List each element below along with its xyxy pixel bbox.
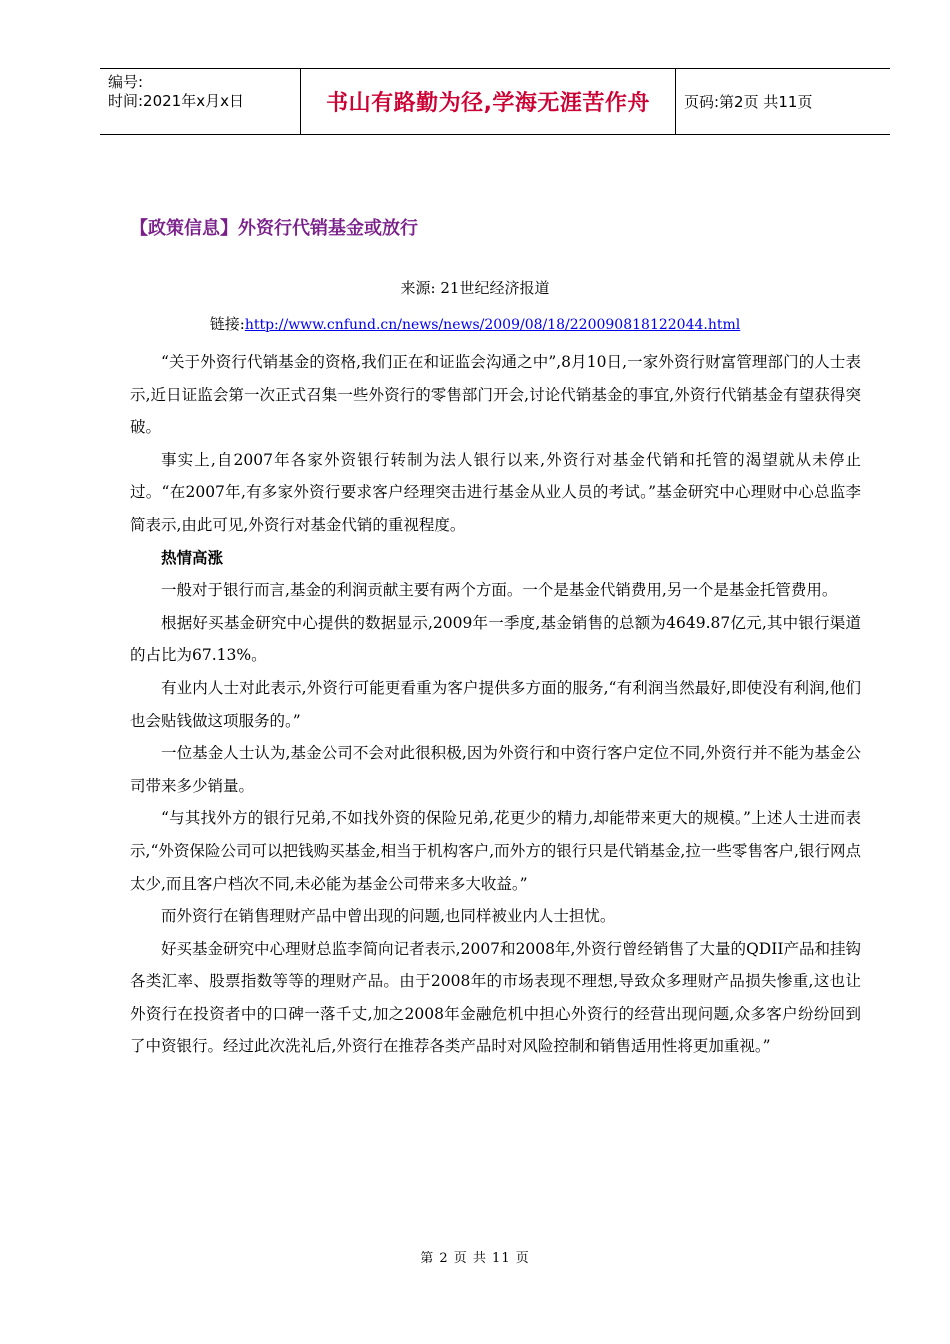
paragraph: “关于外资行代销基金的资格,我们正在和证监会沟通之中”,8月10日,一家外资行财富管理部门的人士表示,近日证监会第一次正式召集一些外资行的零售部门开会,讨论代销基金的事宜,外资行代销基金有望获得突破。 xyxy=(130,353,861,437)
header-meta-cell xyxy=(100,69,301,134)
article-link[interactable]: http://www.cnfund.cn/news/news/2009/08/18/220090818122044.html xyxy=(244,317,741,333)
header-page-info: 页码:第2页 共11页 xyxy=(684,93,813,111)
page-header xyxy=(100,68,890,135)
paragraph: 根据好买基金研究中心提供的数据显示,2009年一季度,基金销售的总额为4649.87亿元,其中银行渠道的占比为67.13%。 xyxy=(130,613,861,665)
paragraph: 有业内人士对此表示,外资行可能更看重为客户提供多方面的服务,“有利润当然最好,即使没有利润,他们也会贴钱做这项服务的。” xyxy=(130,678,861,730)
paragraph: “与其找外方的银行兄弟,不如找外资的保险兄弟,花更少的精力,却能带来更大的规模。”上述人士进而表示,“外资保险公司可以把钱购买基金,相当于机构客户,而外方的银行只是代销基金,拉一些零售客户,银行网点太少,而且客户档次不同,未必能为基金公司带来多大收益。” xyxy=(130,809,862,893)
page-footer: 第 2 页 共 11 页 xyxy=(420,1251,530,1266)
link-label: 链接: xyxy=(209,315,245,333)
article-link-line xyxy=(0,313,950,334)
date-label: 时间:2021年x月x日 xyxy=(108,92,244,110)
number-label: 编号: xyxy=(108,73,144,91)
article-source: 来源: 21世纪经济报道 xyxy=(400,279,550,297)
article-title: 【政策信息】外资行代销基金或放行 xyxy=(130,218,418,239)
paragraph: 事实上,自2007年各家外资银行转制为法人银行以来,外资行对基金代销和托管的渴望就从未停止过。“在2007年,有多家外资行要求客户经理突击进行基金从业人员的考试。”基金研究中心理财中心总监李简表示,由此可见,外资行对基金代销的重视程度。 xyxy=(130,450,861,534)
section-subheading: 热情高涨 xyxy=(161,548,224,567)
paragraph: 一位基金人士认为,基金公司不会对此很积极,因为外资行和中资行客户定位不同,外资行并不能为基金公司带来多少销量。 xyxy=(130,744,861,795)
article-body xyxy=(130,346,861,1063)
paragraph: 好买基金研究中心理财总监李简向记者表示,2007和2008年,外资行曾经销售了大量的QDII产品和挂钩各类汇率、股票指数等等的理财产品。由于2008年的市场表现不理想,导致众多理财产品损失惨重,这也让外资行在投资者中的口碑一落千丈,加之2008年金融危机中担心外资行的经营出现问题,众多客户纷纷回到了中资银行。经过此次洗礼后,外资行在推荐各类产品时对风险控制和销售适用性将更加重视。” xyxy=(130,939,861,1056)
paragraph: 一般对于银行而言,基金的利润贡献主要有两个方面。一个是基金代销费用,另一个是基金托管费用。 xyxy=(161,581,838,600)
header-motto: 书山有路勤为径,学海无涯苦作舟 xyxy=(301,69,676,134)
paragraph: 而外资行在销售理财产品中曾出现的问题,也同样被业内人士担忧。 xyxy=(161,907,616,926)
